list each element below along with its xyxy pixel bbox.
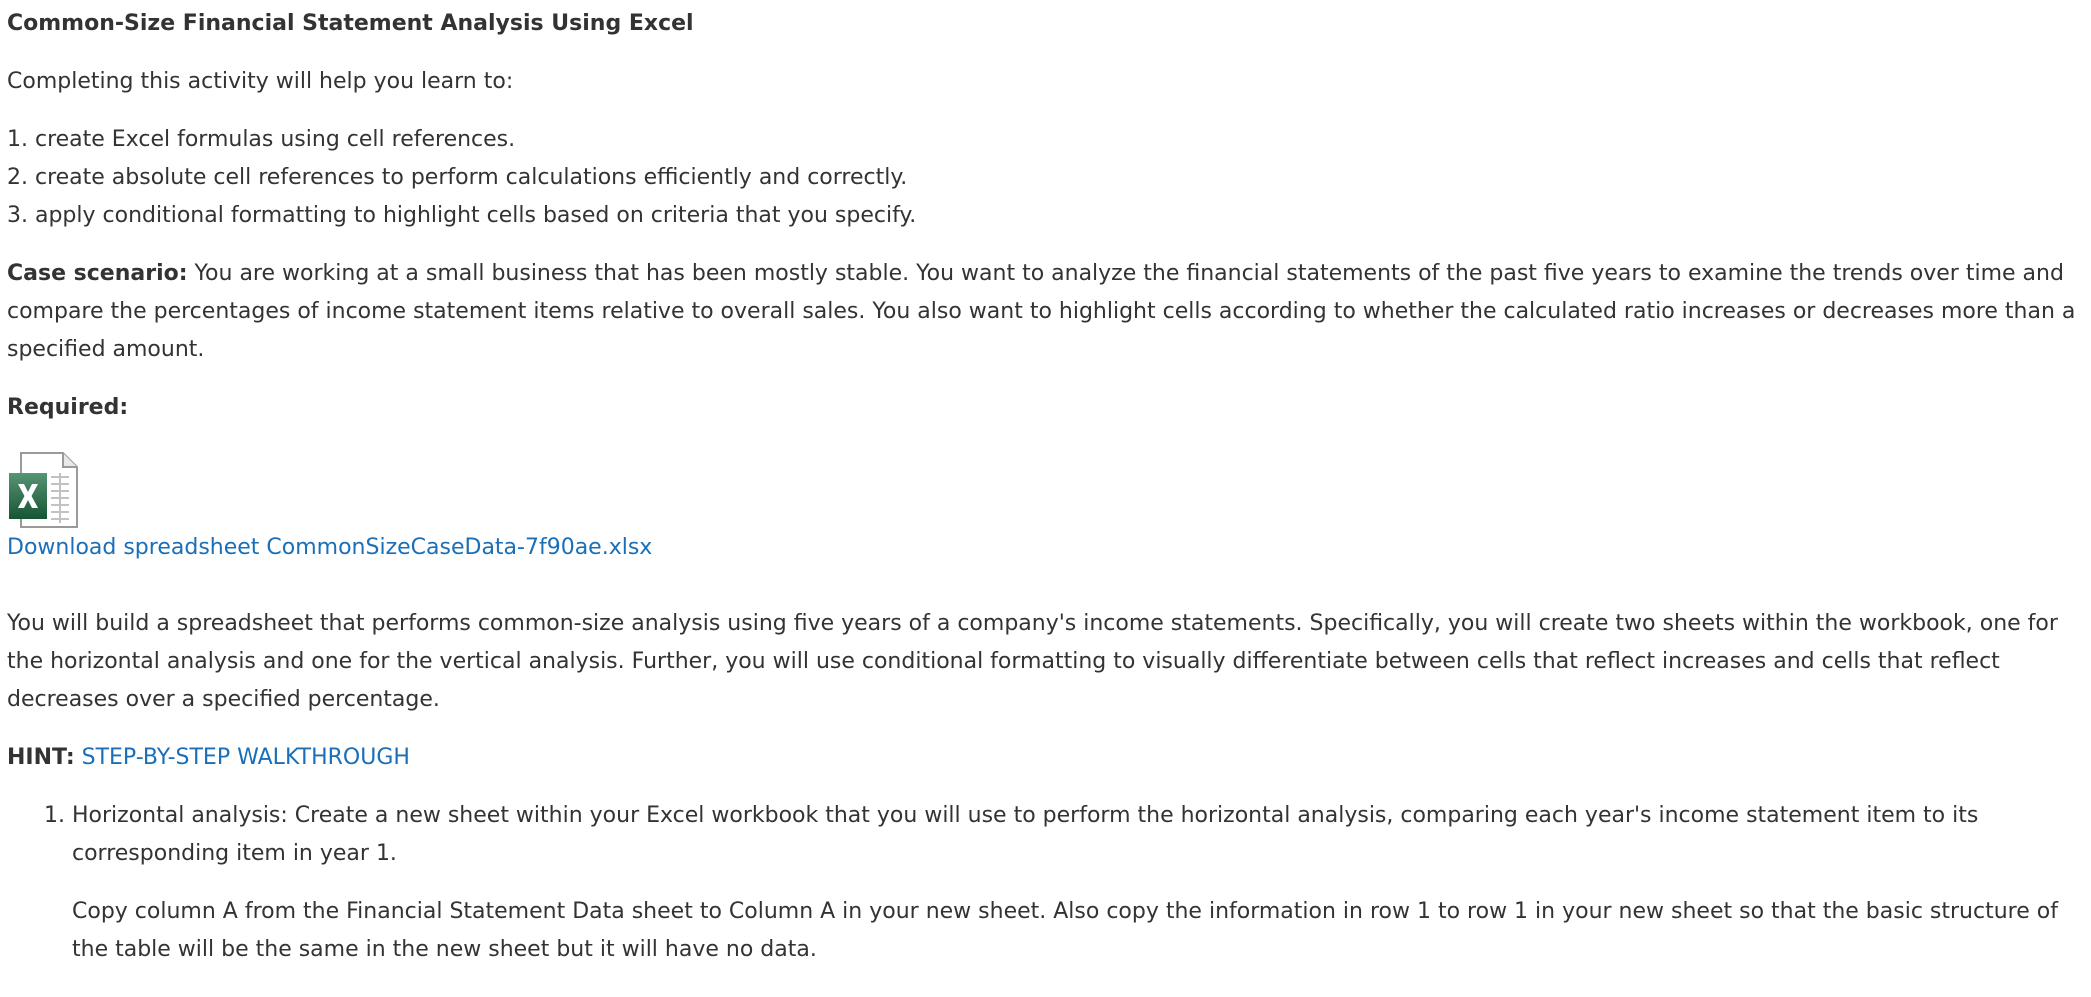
step-item (72, 797, 2082, 969)
excel-file-icon[interactable] (7, 451, 81, 529)
hint-label: HINT: (7, 745, 75, 770)
case-scenario (7, 255, 2082, 369)
learning-goals-list (7, 121, 2082, 235)
required-heading: Required: (7, 395, 129, 420)
case-scenario-text: You are working at a small business that has been mostly stable. You want to analyze the financial statements of the past five years to examine the trends over time and compare the percentages of income statement items relative to overall sales. You also want to highlight cells according to whether the calculated ratio increases or decreases more than a specified amount. (7, 261, 2076, 362)
hint-line (7, 739, 2082, 777)
steps-list (7, 797, 2082, 969)
download-spreadsheet-link[interactable] (7, 529, 2082, 567)
page-title: Common-Size Financial Statement Analysis Using Excel (7, 11, 694, 36)
intro-text: Completing this activity will help you learn to: (7, 69, 514, 94)
step-subtext: Copy column A from the Financial Statement Data sheet to Column A in your new sheet. Also copy the information in row 1 to row 1 in your new sheet so that the basic structure of the table will be the same in the new sheet but it will have no data. (72, 899, 2058, 962)
document-body (7, 0, 2082, 969)
goal-item: 2. create absolute cell references to perform calculations efficiently and correctly. (7, 165, 908, 190)
download-link-text[interactable]: Download spreadsheet CommonSizeCaseData-7f90ae.xlsx (7, 535, 653, 560)
walkthrough-link[interactable]: STEP-BY-STEP WALKTHROUGH (81, 745, 410, 770)
goal-item: 3. apply conditional formatting to highlight cells based on criteria that you specify. (7, 203, 917, 228)
case-scenario-label: Case scenario: (7, 261, 188, 286)
activity-description: You will build a spreadsheet that performs common-size analysis using five years of a company's income statements. Specifically, you will create two sheets within the workbook, one for the horizontal analysis and one for the vertical analysis. Further, you will use conditional formatting to visually differentiate between cells that reflect increases and cells that reflect decreases over a specified percentage. (7, 611, 2058, 712)
goal-item: 1. create Excel formulas using cell references. (7, 127, 516, 152)
step-text: Horizontal analysis: Create a new sheet within your Excel workbook that you will use to perform the horizontal analysis, comparing each year's income statement item to its corresponding item in year 1. (72, 803, 1979, 866)
